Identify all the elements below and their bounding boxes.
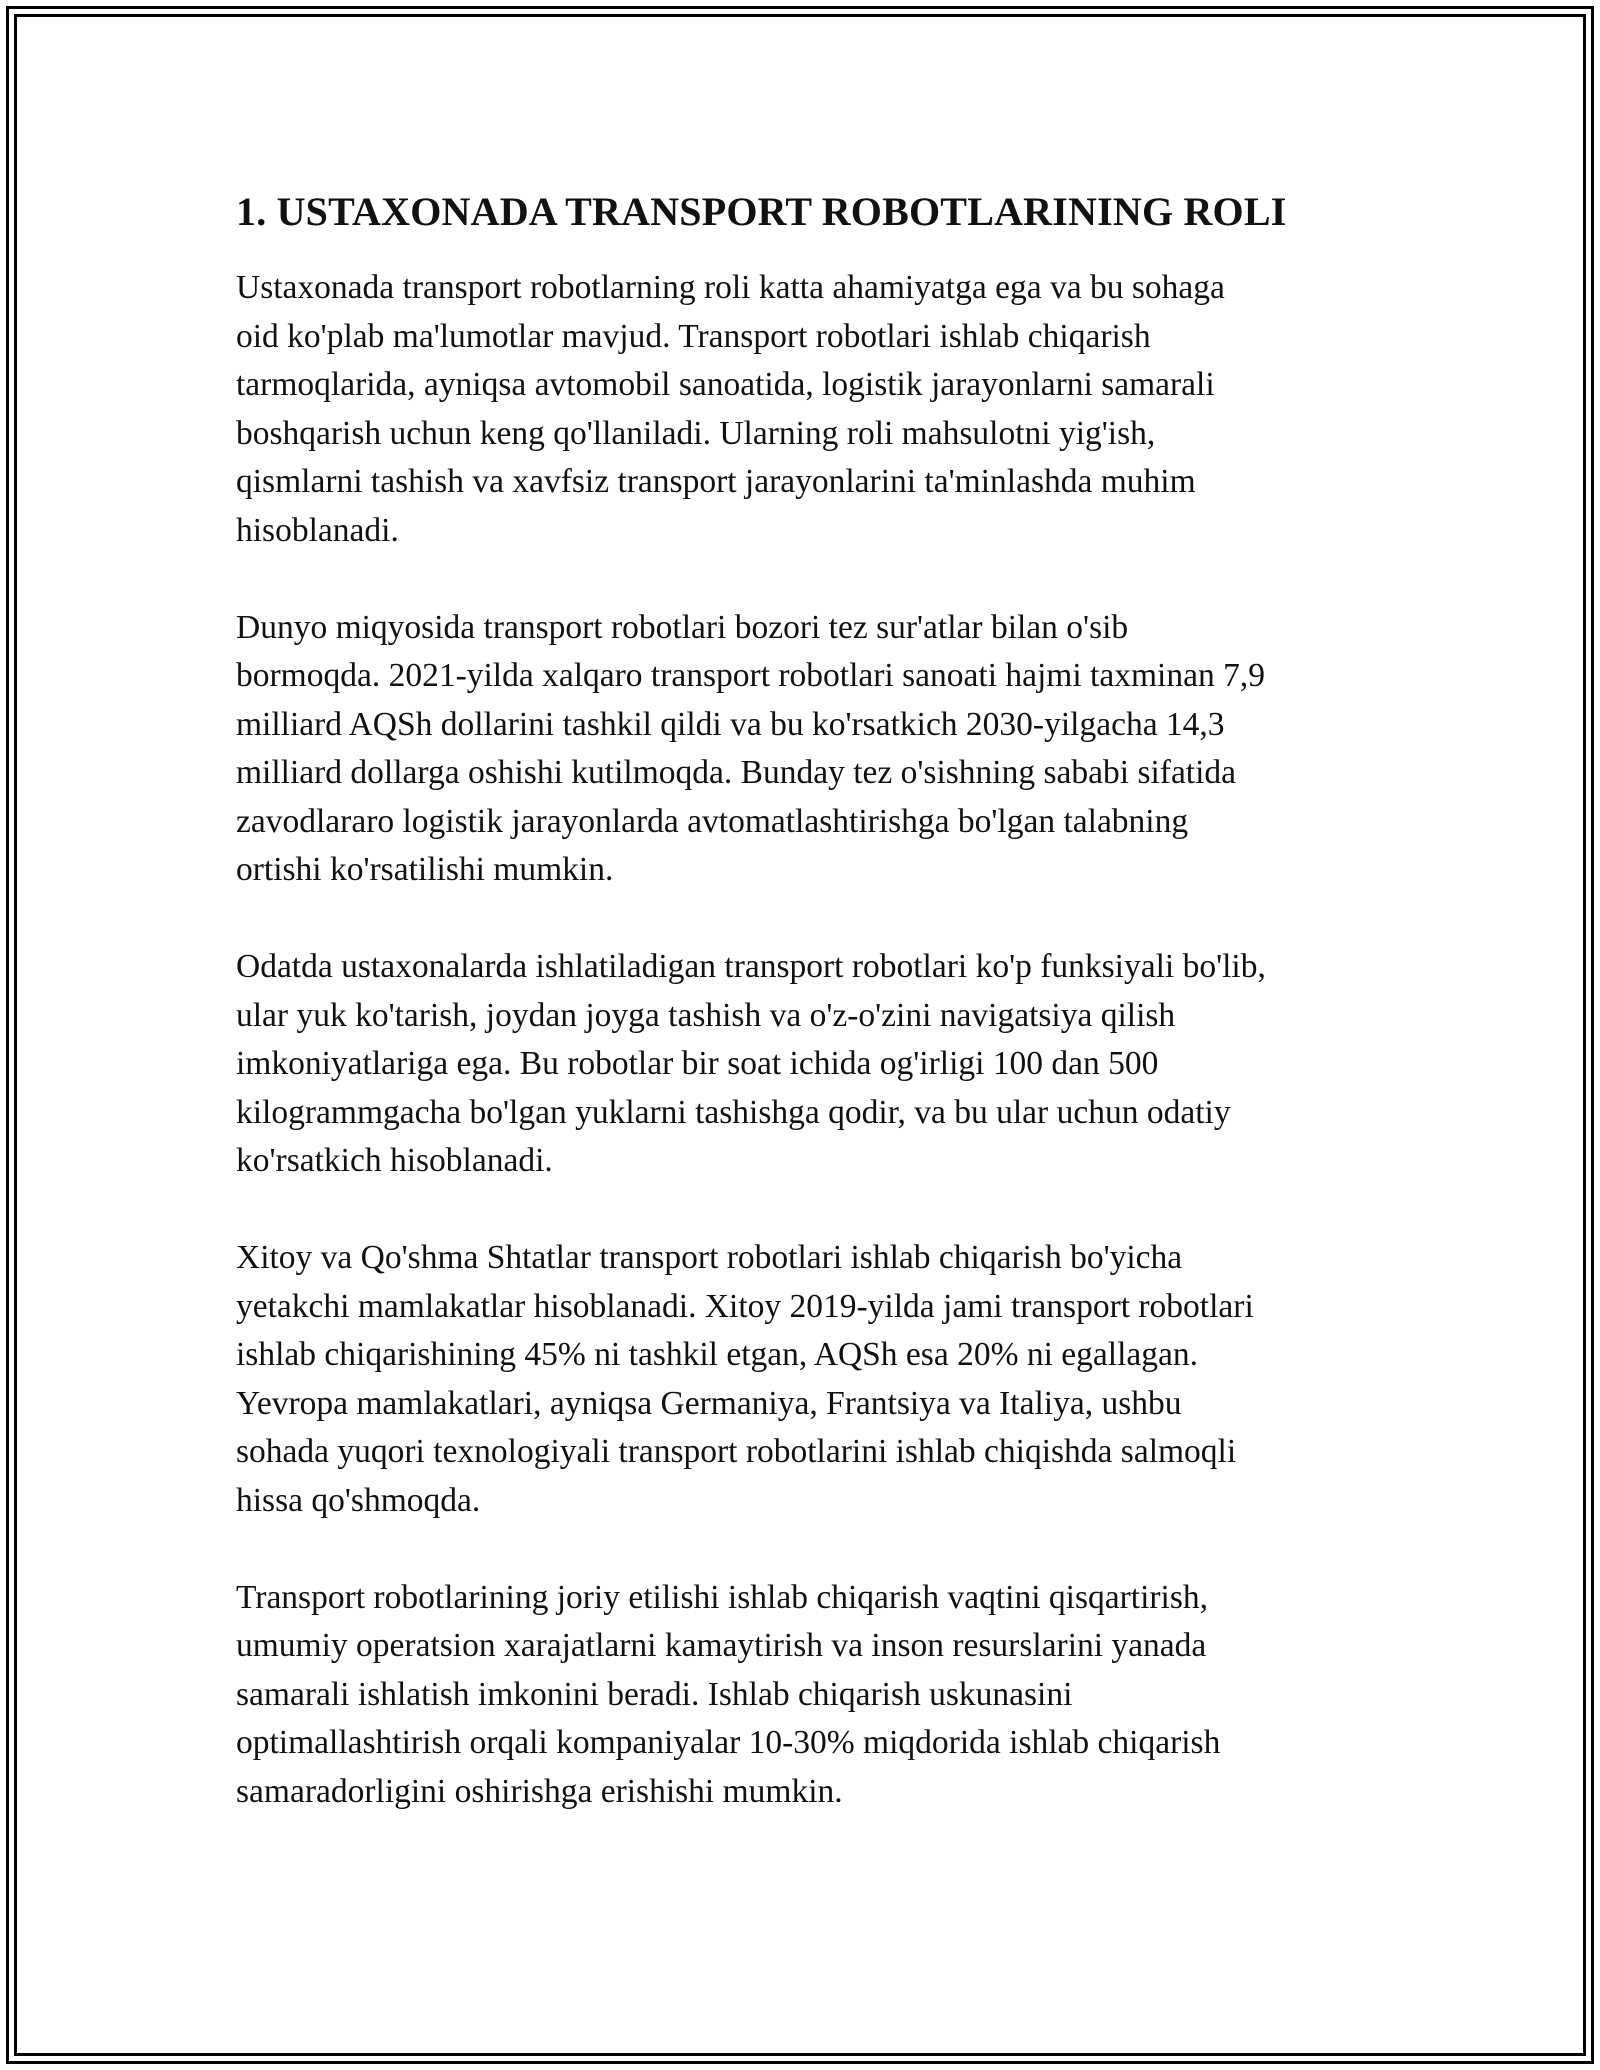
paragraph-2 [236, 604, 1386, 895]
text-line: Yevropa mamlakatlari, ayniqsa Germaniya, Frantsiya va Italiya, ushbu [236, 1384, 1182, 1422]
text-line: yetakchi mamlakatlar hisoblanadi. Xitoy 2019-yilda jami transport robotlari [236, 1287, 1254, 1325]
text-line: Ustaxonada transport robotlarning roli katta ahamiyatga ega va bu sohaga [236, 269, 1225, 306]
text-line: tarmoqlarida, ayniqsa avtomobil sanoatida, logistik jarayonlarni samarali [236, 366, 1215, 403]
paragraph-4 [236, 1234, 1386, 1525]
text-line: bormoqda. 2021-yilda xalqaro transport robotlari sanoati hajmi taxminan 7,9 [236, 657, 1265, 694]
text-line: Transport robotlarining joriy etilishi ishlab chiqarish vaqtini qisqartirish, [236, 1578, 1209, 1616]
text-line: Dunyo miqyosida transport robotlari bozori tez sur'atlar bilan o'sib [236, 608, 1129, 646]
text-line: umumiy operatsion xarajatlarni kamaytirish va inson resurslarini yanada [236, 1627, 1207, 1664]
text-line: milliard dollarga oshishi kutilmoqda. Bunday tez o'sishning sababi sifatida [236, 754, 1237, 791]
paragraph-1 [236, 264, 1386, 555]
text-line: Xitoy va Qo'shma Shtatlar transport robotlari ishlab chiqarish bo'yicha [236, 1239, 1183, 1276]
text-line: hisoblanadi. [236, 511, 399, 549]
text-line: kilogrammgacha bo'lgan yuklarni tashishga qodir, va bu ular uchun odatiy [236, 1093, 1231, 1131]
text-line: hissa qo'shmoqda. [236, 1481, 481, 1519]
text-line: samaradorligini oshirishga erishishi mumkin. [236, 1772, 843, 1810]
text-line: ular yuk ko'tarish, joydan joyga tashish va o'z-o'zini navigatsiya qilish [236, 996, 1176, 1034]
paragraph-3 [236, 943, 1386, 1186]
document-body [236, 186, 1386, 1865]
text-line: samarali ishlatish imkonini beradi. Ishlab chiqarish uskunasini [236, 1675, 1073, 1713]
text-line: oid ko'plab ma'lumotlar mavjud. Transport robotlari ishlab chiqarish [236, 317, 1151, 355]
text-line: ortishi ko'rsatilishi mumkin. [236, 851, 614, 888]
text-line: qismlarni tashish va xavfsiz transport jarayonlarini ta'minlashda muhim [236, 463, 1196, 500]
text-line: milliard AQSh dollarini tashkil qildi va bu ko'rsatkich 2030-yilgacha 14,3 [236, 705, 1225, 743]
text-line: imkoniyatlariga ega. Bu robotlar bir soat ichida og'irligi 100 dan 500 [236, 1045, 1159, 1082]
paragraph-5 [236, 1574, 1386, 1817]
text-line: zavodlararo logistik jarayonlarda avtomatlashtirishga bo'lgan talabning [236, 802, 1189, 840]
text-line: optimallashtirish orqali kompaniyalar 10-30% miqdorida ishlab chiqarish [236, 1724, 1221, 1761]
text-line: boshqarish uchun keng qo'llaniladi. Ularning roli mahsulotni yig'ish, [236, 414, 1156, 452]
text-line: sohada yuqori texnologiyali transport robotlarini ishlab chiqishda salmoqli [236, 1433, 1237, 1470]
text-line: ko'rsatkich hisoblanadi. [236, 1142, 553, 1179]
section-title: 1. USTAXONADA TRANSPORT ROBOTLARINING ROLI [236, 189, 1287, 234]
text-line: ishlab chiqarishining 45% ni tashkil etgan, AQSh esa 20% ni egallagan. [236, 1336, 1199, 1373]
text-line: Odatda ustaxonalarda ishlatiladigan transport robotlari ko'p funksiyali bo'lib, [236, 948, 1266, 985]
